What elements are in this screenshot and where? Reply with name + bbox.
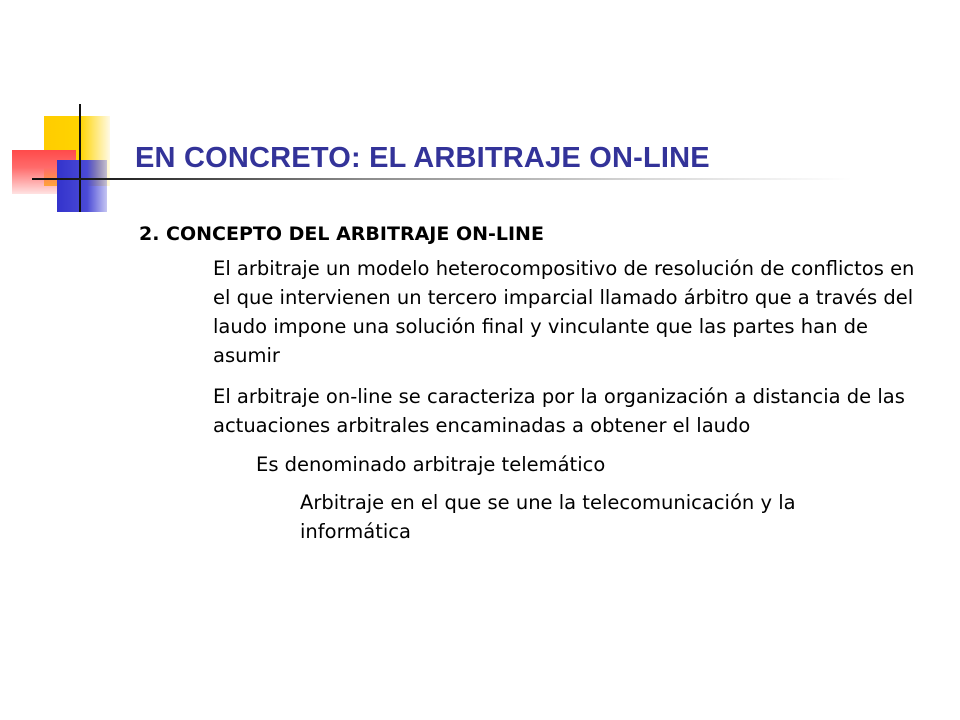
- vertical-line-decoration: [79, 104, 81, 212]
- title-underline: [32, 178, 852, 180]
- section-heading: 2. CONCEPTO DEL ARBITRAJE ON-LINE: [139, 223, 544, 245]
- blue-square-decoration: [57, 160, 107, 212]
- slide-title: EN CONCRETO: EL ARBITRAJE ON-LINE: [135, 142, 710, 174]
- bullet-item-1: El arbitraje un modelo heterocompositivo de resolución de conflictos en el que intervienen un tercero imparcial llamado árbitro que a través del laudo impone una solución final y vinculante que las partes han de asumir: [213, 257, 915, 367]
- sub-bullet-item: Es denominado arbitraje telemático: [256, 453, 606, 476]
- slide-logo-decoration: [0, 0, 130, 230]
- bullet-item-2: El arbitraje on-line se caracteriza por la organización a distancia de las actuaciones arbitrales encaminadas a obtener el laudo: [213, 385, 905, 437]
- sub-sub-bullet-item: Arbitraje en el que se une la telecomunicación y la informática: [300, 491, 796, 543]
